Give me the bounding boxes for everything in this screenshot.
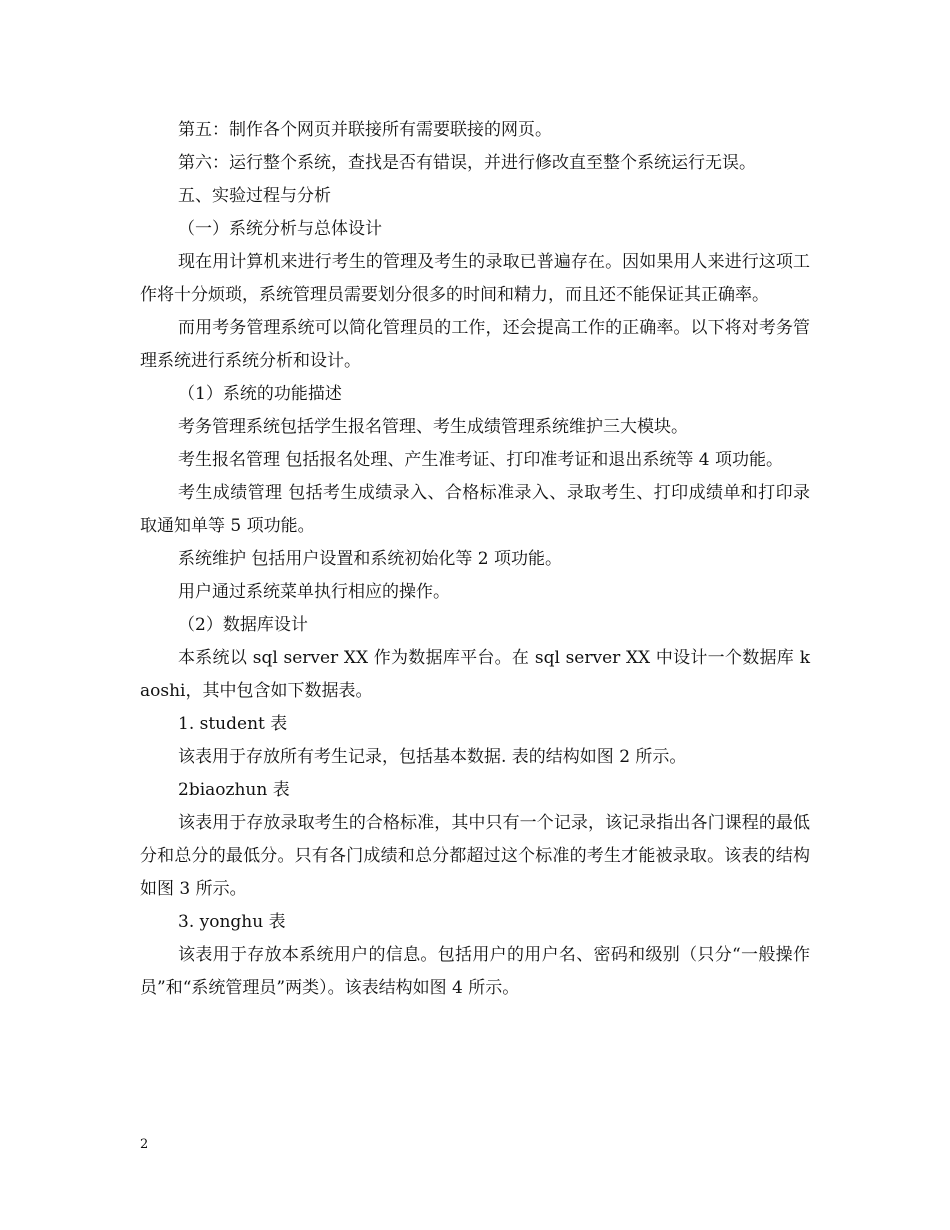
document-body xyxy=(140,114,810,1005)
section-heading-experiment-process: 五、实验过程与分析 xyxy=(178,186,331,206)
paragraph-current-situation: 现在用计算机来进行考生的管理及考生的录取已普遍存在。因如果用人来进行这项工作将十分烦琐，系统管理员需要划分很多的时间和精力，而且还不能保证其正确率。 xyxy=(140,252,810,305)
paragraph-modules: 考务管理系统包括学生报名管理、考生成绩管理系统维护三大模块。 xyxy=(178,417,688,437)
paragraph-yonghu-table: 该表用于存放本系统用户的信息。包括用户的用户名、密码和级别（只分“一般操作员”和“系统管理员”两类）。该表结构如图 4 所示。 xyxy=(140,945,810,998)
paragraph-student-table: 该表用于存放所有考生记录，包括基本数据. 表的结构如图 2 所示。 xyxy=(178,747,687,767)
heading-database-design: （2）数据库设计 xyxy=(178,615,308,635)
paragraph-system-benefit: 而用考务管理系统可以简化管理员的工作，还会提高工作的正确率。以下将对考务管理系统进行系统分析和设计。 xyxy=(140,318,810,371)
paragraph-score-management: 考生成绩管理 包括考生成绩录入、合格标准录入、录取考生、打印成绩单和打印录取通知单等 5 项功能。 xyxy=(140,483,810,536)
subsection-heading-system-analysis: （一）系统分析与总体设计 xyxy=(178,219,382,239)
paragraph-system-maintenance: 系统维护 包括用户设置和系统初始化等 2 项功能。 xyxy=(178,549,563,569)
page-number: 2 xyxy=(140,1137,149,1152)
paragraph-menu-operation: 用户通过系统菜单执行相应的操作。 xyxy=(178,582,450,602)
heading-student-table: 1. student 表 xyxy=(178,714,288,734)
paragraph-step-six: 第六：运行整个系统，查找是否有错误，并进行修改直至整个系统运行无误。 xyxy=(178,153,756,173)
paragraph-biaozhun-table: 该表用于存放录取考生的合格标准，其中只有一个记录，该记录指出各门课程的最低分和总分的最低分。只有各门成绩和总分都超过这个标准的考生才能被录取。该表的结构如图 3 所示。 xyxy=(140,813,810,899)
paragraph-database-platform: 本系统以 sql server XX 作为数据库平台。在 sql server XX 中设计一个数据库 kaoshi，其中包含如下数据表。 xyxy=(140,648,810,701)
paragraph-registration-management: 考生报名管理 包括报名处理、产生准考证、打印准考证和退出系统等 4 项功能。 xyxy=(178,450,784,470)
paragraph-step-five: 第五：制作各个网页并联接所有需要联接的网页。 xyxy=(178,120,552,140)
heading-function-description: （1）系统的功能描述 xyxy=(178,384,342,404)
heading-yonghu-table: 3. yonghu 表 xyxy=(178,912,286,932)
heading-biaozhun-table: 2biaozhun 表 xyxy=(178,780,290,800)
